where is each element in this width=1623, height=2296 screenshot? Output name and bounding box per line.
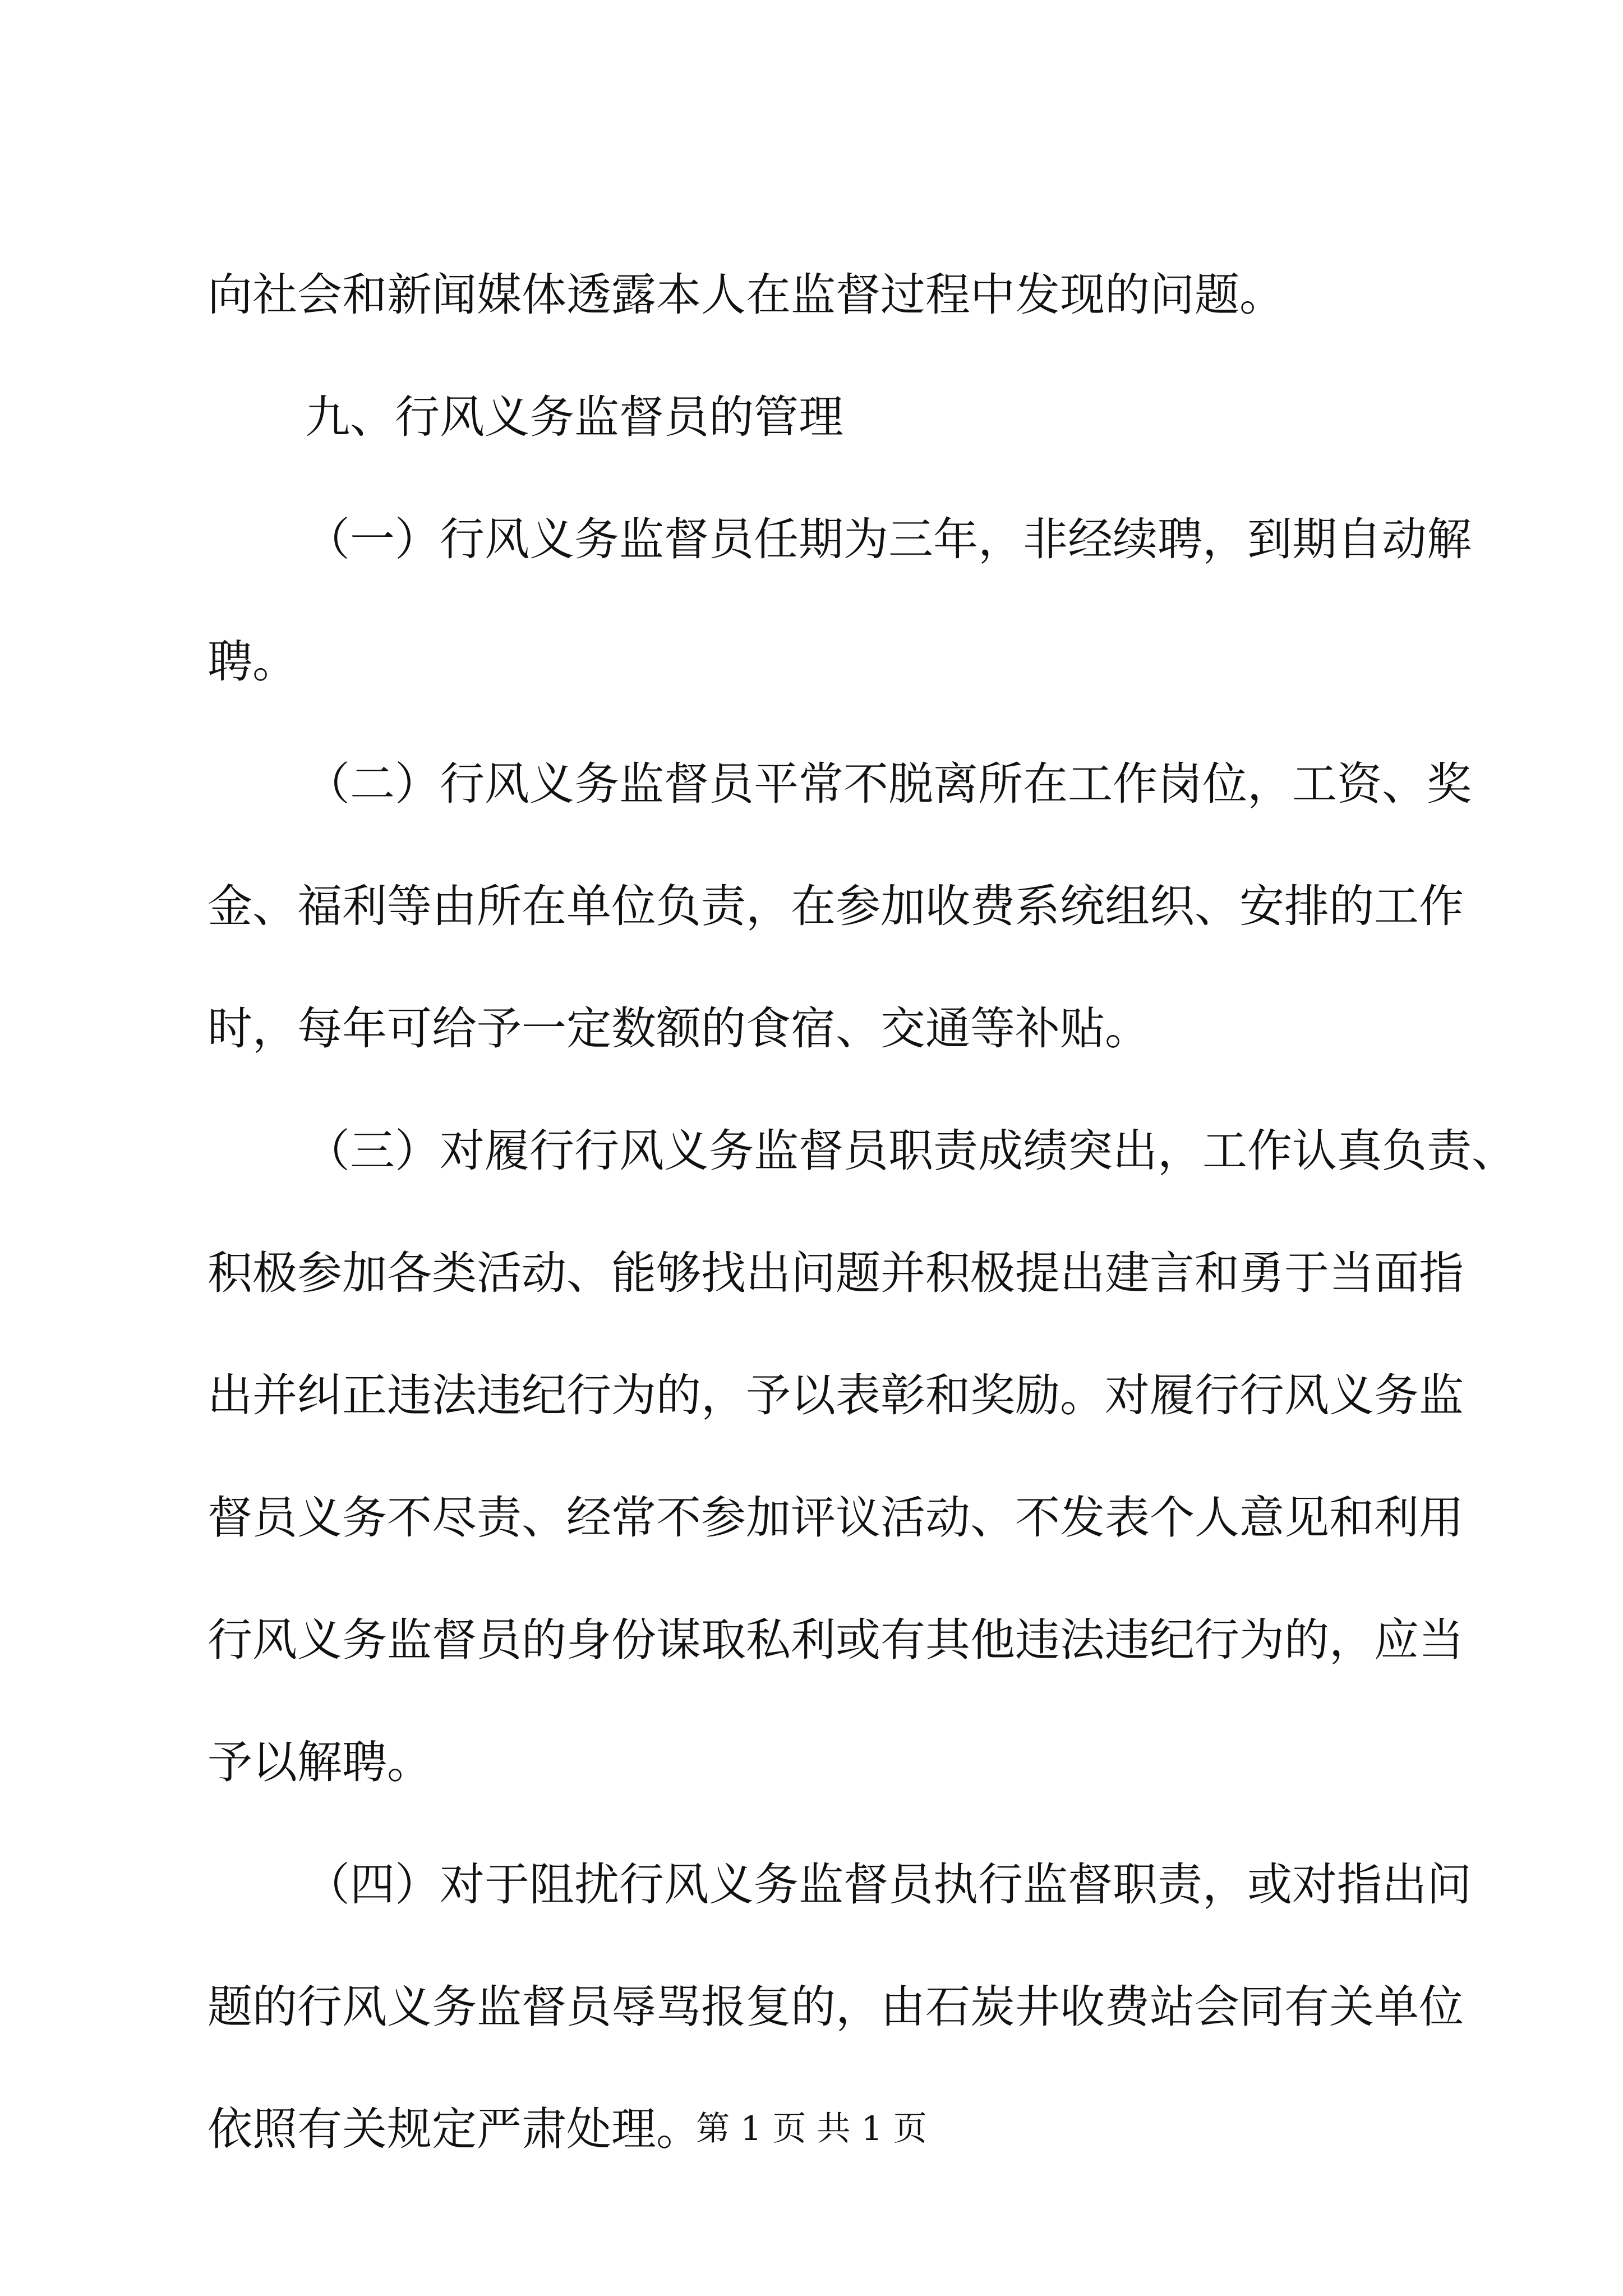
- text-line: 行风义务监督员的身份谋取私利或有其他违法违纪行为的，应当: [208, 1614, 1464, 1666]
- page-footer: [0, 2106, 1623, 2151]
- text-line: 积极参加各类活动、能够找出问题并积极提出建言和勇于当面指: [208, 1247, 1464, 1299]
- text-line: （四）对于阻扰行风义务监督员执行监督职责，或对指出问: [305, 1858, 1472, 1911]
- page-number-label: 第 1 页 共 1 页: [696, 2109, 927, 2148]
- text-line: 时，每年可给予一定数额的食宿、交通等补贴。: [208, 1002, 1150, 1055]
- text-line: 督员义务不尽责、经常不参加评议活动、不发表个人意见和利用: [208, 1492, 1464, 1544]
- text-line: 依照有关规定严肃处理。: [208, 2103, 701, 2155]
- text-line: （一）行风义务监督员任期为三年，非经续聘，到期自动解: [305, 513, 1472, 565]
- document-body: [208, 264, 1516, 2220]
- text-line: 出并纠正违法违纪行为的，予以表彰和奖励。对履行行风义务监: [208, 1369, 1464, 1421]
- text-line: 予以解聘。: [208, 1736, 432, 1788]
- text-line: （二）行风义务监督员平常不脱离所在工作岗位，工资、奖: [305, 758, 1472, 810]
- text-line: 聘。: [208, 636, 297, 688]
- text-line: （三）对履行行风义务监督员职责成绩突出，工作认真负责、: [305, 1125, 1516, 1177]
- text-line: 向社会和新闻媒体透露本人在监督过程中发现的问题。: [208, 269, 1284, 321]
- text-line: 题的行风义务监督员辱骂报复的，由石炭井收费站会同有关单位: [208, 1981, 1464, 2033]
- text-line: 金、福利等由所在单位负责，在参加收费系统组织、安排的工作: [208, 880, 1464, 932]
- section-heading: 九、行风义务监督员的管理: [305, 391, 843, 443]
